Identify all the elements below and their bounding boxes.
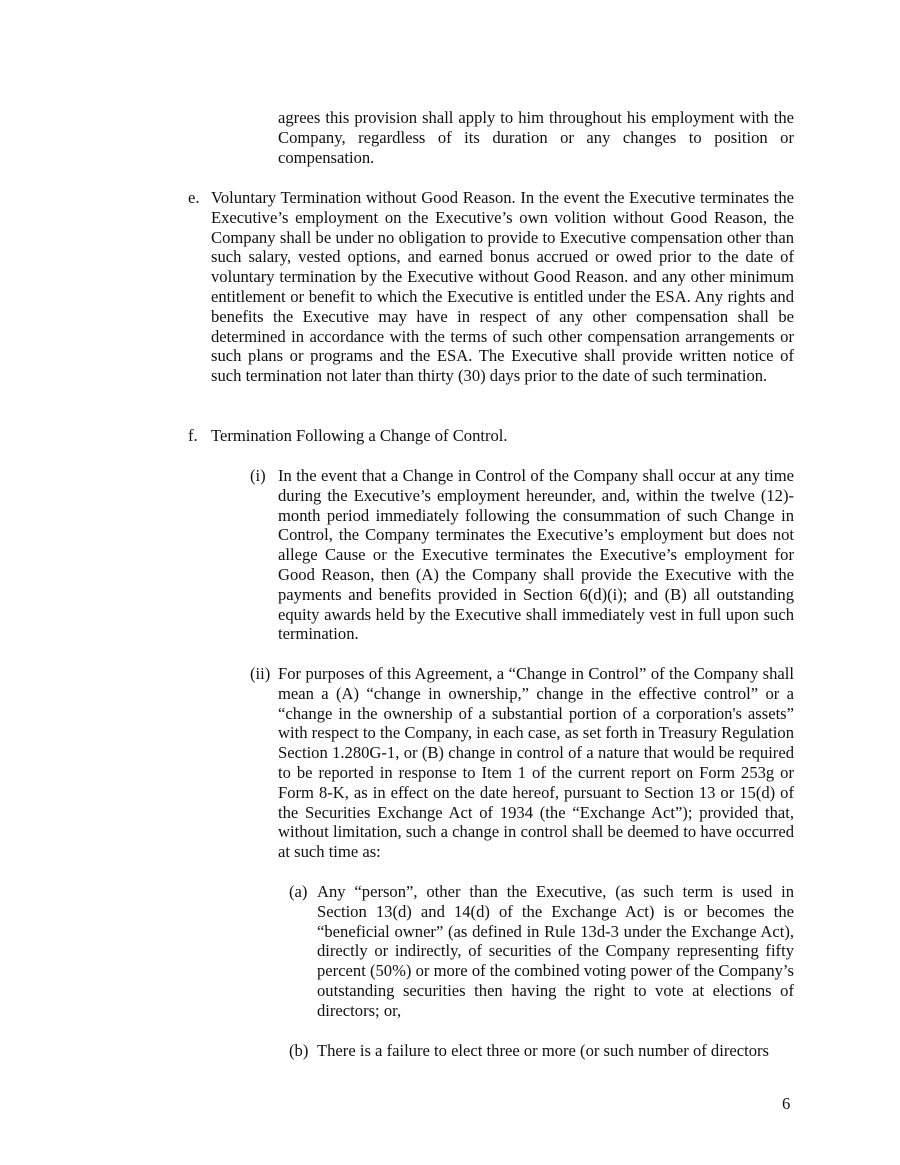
sub-b-marker: (b) [289, 1041, 309, 1060]
section-f-heading: Termination Following a Change of Control. [211, 426, 508, 445]
sub-a-paragraph: Any “person”, other than the Executive, (as such term is used in Section 13(d) and 14(d) of the Exchange Act) is or becomes the “beneficial owner” (as defined in Rule 13d-3 under the Exchange Act), directly or indirectly, of securities of the Company representing fifty percent (50%) or more of the combined voting power of the Company’s outstanding securities then having the right to vote at elections of directors; or, [317, 882, 794, 1020]
continuation-paragraph: agrees this provision shall apply to him throughout his employment with the Company, regardless of its duration or any changes to position or compensation. [278, 108, 794, 167]
item-i-marker: (i) [250, 466, 266, 485]
sub-a-marker: (a) [289, 882, 308, 901]
page-number: 6 [782, 1094, 791, 1113]
section-f-marker: f. [188, 426, 198, 445]
item-i-paragraph: In the event that a Change in Control of the Company shall occur at any time during the Executive’s employment hereunder, and, within the twelve (12)-month period immediately following the consummation of such Change in Control, the Company terminates the Executive’s employment but does not allege Cause or the Executive terminates the Executive’s employment for Good Reason, then (A) the Company shall provide the Executive with the payments and benefits provided in Section 6(d)(i); and (B) all outstanding equity awards held by the Executive shall immediately vest in full upon such termination. [278, 466, 794, 644]
sub-b-paragraph: There is a failure to elect three or more (or such number of directors [317, 1041, 769, 1060]
item-ii-marker: (ii) [250, 664, 271, 683]
section-e-paragraph: Voluntary Termination without Good Reason. In the event the Executive terminates the Executive’s employment on the Executive’s own volition without Good Reason, the Company shall be under no obligation to provide to Executive compensation other than such salary, vested options, and earned bonus accrued or owed prior to the date of voluntary termination by the Executive without Good Reason. and any other minimum entitlement or benefit to which the Executive is entitled under the ESA. Any rights and benefits the Executive may have in respect of any other compensation shall be determined in accordance with the terms of such other compensation arrangements or such plans or programs and the ESA. The Executive shall provide written notice of such termination not later than thirty (30) days prior to the date of such termination. [211, 188, 794, 386]
item-ii-paragraph: For purposes of this Agreement, a “Change in Control” of the Company shall mean a (A) “change in ownership,” change in the effective control” or a “change in the ownership of a substantial portion of a corporation's assets” with respect to the Company, in each case, as set forth in Treasury Regulation Section 1.280G-1, or (B) change in control of a nature that would be required to be reported in response to Item 1 of the current report on Form 253g or Form 8-K, as in effect on the date hereof, pursuant to Section 13 or 15(d) of the Securities Exchange Act of 1934 (the “Exchange Act”); provided that, without limitation, such a change in control shall be deemed to have occurred at such time as: [278, 664, 794, 862]
section-e-marker: e. [188, 188, 200, 207]
